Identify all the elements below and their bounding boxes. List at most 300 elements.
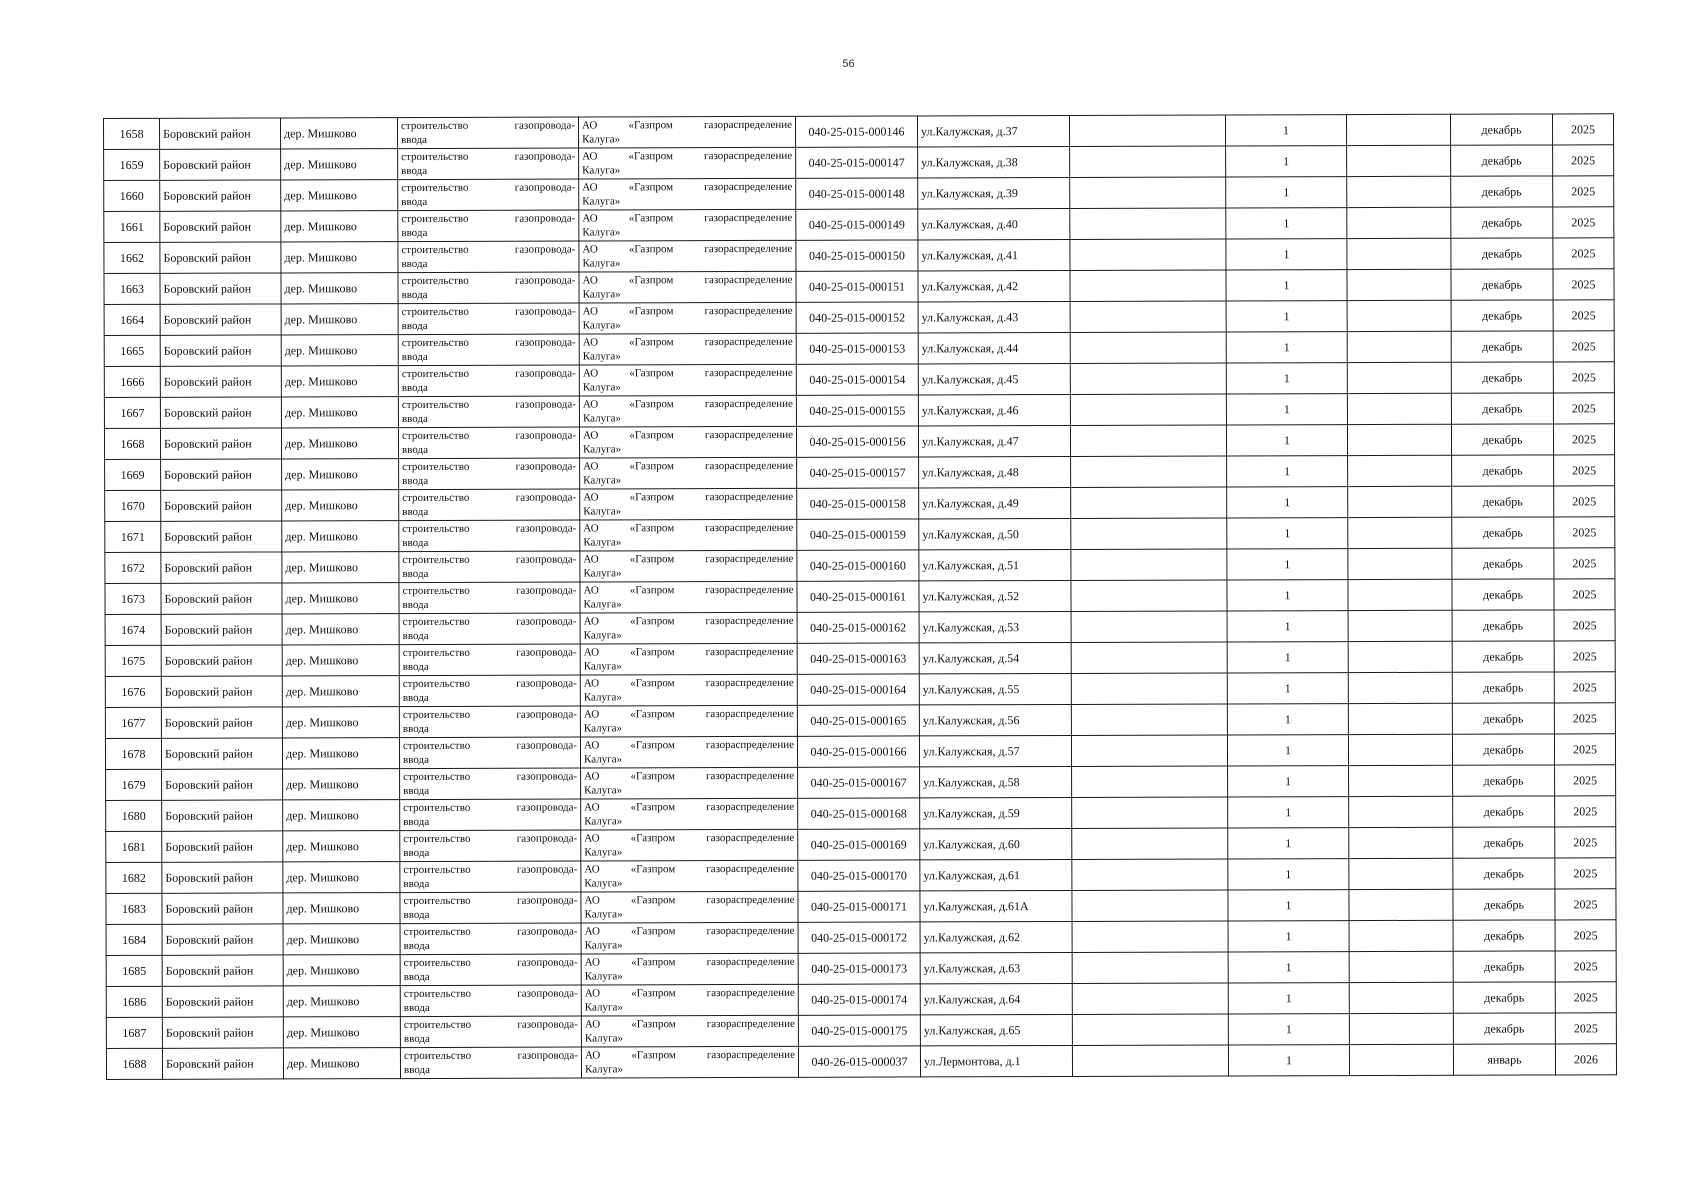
district: Боровский район — [160, 366, 281, 397]
work-line-3: ввода — [401, 319, 428, 333]
work-line-1: строительство — [403, 832, 471, 846]
org-line-3: газораспределение — [705, 738, 794, 752]
org-line-2: «Газпром — [630, 925, 676, 938]
district: Боровский район — [161, 614, 282, 645]
work-type — [399, 706, 580, 738]
quantity: 1 — [1227, 580, 1348, 611]
work-type — [399, 520, 580, 552]
empty-cell — [1070, 425, 1226, 456]
work-line-2: газопровода- — [516, 739, 577, 752]
table-row — [106, 765, 1616, 801]
org-line-3: газораспределение — [706, 1017, 795, 1031]
object-code: 040-25-015-000159 — [797, 519, 919, 550]
work-line-1: строительство — [402, 739, 471, 753]
row-number: 1663 — [104, 273, 160, 304]
work-line-3: ввода — [401, 412, 428, 426]
address: ул.Калужская, д.44 — [918, 332, 1070, 363]
row-number: 1681 — [106, 831, 162, 862]
month: декабрь — [1452, 641, 1554, 672]
work-type — [398, 241, 579, 273]
work-line-3: ввода — [403, 1001, 430, 1015]
organization — [579, 209, 796, 241]
row-number: 1682 — [106, 862, 162, 893]
org-line-3: газораспределение — [706, 1048, 795, 1062]
org-line-2: «Газпром — [629, 584, 675, 597]
org-line-1: АО — [582, 274, 598, 287]
village: дер. Мишково — [281, 180, 398, 211]
table-row — [106, 796, 1616, 832]
month: декабрь — [1453, 827, 1555, 858]
object-code: 040-25-015-000166 — [797, 736, 919, 767]
object-code: 040-25-015-000157 — [797, 457, 919, 488]
quantity: 1 — [1227, 487, 1348, 518]
year: 2025 — [1553, 176, 1614, 207]
row-number: 1678 — [105, 738, 161, 769]
empty-cell — [1070, 208, 1226, 239]
org-line-1: АО — [584, 801, 600, 814]
empty-cell — [1070, 394, 1226, 425]
object-code: 040-25-015-000151 — [796, 271, 918, 302]
empty-cell — [1348, 579, 1452, 610]
village: дер. Мишково — [282, 521, 399, 552]
table-row — [104, 145, 1614, 181]
year: 2025 — [1554, 486, 1615, 517]
work-type — [400, 1016, 581, 1048]
organization — [579, 395, 796, 427]
village: дер. Мишково — [282, 552, 399, 583]
table-row — [106, 982, 1616, 1018]
month: декабрь — [1453, 920, 1555, 951]
address: ул.Калужская, д.55 — [919, 673, 1071, 704]
org-line-3: газораспределение — [704, 335, 793, 349]
quantity: 1 — [1228, 890, 1349, 921]
month: декабрь — [1450, 114, 1552, 145]
org-line-4: Калуга» — [583, 691, 622, 704]
month: декабрь — [1453, 796, 1555, 827]
row-number: 1679 — [106, 769, 162, 800]
work-line-1: строительство — [402, 491, 470, 505]
org-line-2: «Газпром — [630, 801, 676, 814]
work-line-1: строительство — [403, 1018, 472, 1032]
object-code: 040-25-015-000171 — [798, 891, 920, 922]
empty-cell — [1348, 548, 1452, 579]
work-line-3: ввода — [401, 195, 428, 209]
address: ул.Калужская, д.37 — [917, 115, 1069, 146]
work-type — [398, 334, 579, 366]
organization — [579, 333, 796, 365]
year: 2025 — [1555, 951, 1616, 982]
org-line-4: Калуга» — [584, 784, 623, 797]
org-line-1: АО — [584, 925, 600, 938]
work-line-3: ввода — [402, 443, 429, 457]
row-number: 1660 — [104, 180, 160, 211]
work-line-3: ввода — [402, 691, 429, 705]
work-type — [400, 799, 581, 831]
village: дер. Мишково — [283, 1017, 400, 1048]
village: дер. Мишково — [283, 955, 400, 986]
year: 2025 — [1553, 331, 1614, 362]
district: Боровский район — [162, 769, 283, 800]
address: ул.Калужская, д.53 — [919, 611, 1071, 642]
village: дер. Мишково — [283, 986, 400, 1017]
org-line-1: АО — [582, 336, 599, 349]
table-row — [106, 1044, 1616, 1080]
work-type — [399, 737, 580, 769]
row-number: 1666 — [104, 366, 160, 397]
work-line-1: строительство — [401, 336, 469, 350]
village: дер. Мишково — [281, 242, 398, 273]
organization — [579, 178, 796, 210]
work-line-1: строительство — [401, 150, 469, 164]
empty-cell — [1070, 332, 1226, 363]
empty-cell — [1071, 580, 1227, 611]
object-code: 040-25-015-000165 — [797, 705, 919, 736]
empty-cell — [1349, 920, 1453, 951]
work-type — [398, 272, 579, 304]
empty-cell — [1347, 145, 1451, 176]
org-line-4: Калуга» — [584, 1001, 623, 1014]
year: 2025 — [1553, 269, 1614, 300]
empty-cell — [1071, 487, 1227, 518]
quantity: 1 — [1228, 859, 1349, 890]
org-line-3: газораспределение — [706, 831, 795, 845]
table-row — [105, 579, 1615, 615]
object-code: 040-26-015-000037 — [798, 1046, 920, 1077]
year: 2025 — [1553, 393, 1614, 424]
row-number: 1677 — [105, 707, 161, 738]
org-line-1: АО — [584, 770, 600, 783]
object-code: 040-25-015-000173 — [798, 953, 920, 984]
village: дер. Мишково — [281, 397, 398, 428]
month: декабрь — [1451, 176, 1553, 207]
row-number: 1675 — [105, 645, 161, 676]
district: Боровский район — [160, 428, 281, 459]
district: Боровский район — [161, 490, 282, 521]
address: ул.Калужская, д.51 — [919, 549, 1071, 580]
org-line-4: Калуга» — [582, 133, 621, 146]
org-line-1: АО — [584, 956, 601, 969]
object-code: 040-25-015-000169 — [798, 829, 920, 860]
quantity: 1 — [1227, 518, 1348, 549]
month: декабрь — [1452, 548, 1554, 579]
table-row — [106, 889, 1616, 925]
org-line-2: «Газпром — [629, 615, 675, 628]
org-line-2: «Газпром — [630, 646, 675, 659]
work-line-2: газопровода- — [516, 832, 578, 845]
empty-cell — [1348, 610, 1452, 641]
org-line-2: «Газпром — [631, 1018, 676, 1031]
org-line-1: АО — [583, 677, 600, 690]
month: декабрь — [1451, 207, 1553, 238]
table-row — [104, 269, 1614, 305]
quantity: 1 — [1228, 921, 1349, 952]
org-line-1: АО — [583, 491, 599, 504]
work-type — [398, 117, 579, 149]
empty-cell — [1071, 704, 1227, 735]
empty-cell — [1347, 176, 1451, 207]
registry-table — [103, 113, 1617, 1080]
work-line-2: газопровода- — [516, 615, 577, 628]
row-number: 1672 — [105, 552, 161, 583]
org-line-1: АО — [583, 553, 599, 566]
address: ул.Калужская, д.54 — [919, 642, 1071, 673]
org-line-2: «Газпром — [630, 863, 676, 876]
empty-cell — [1348, 641, 1452, 672]
work-line-3: ввода — [402, 536, 429, 550]
district: Боровский район — [162, 893, 283, 924]
org-line-1: АО — [583, 522, 599, 535]
org-line-1: АО — [584, 832, 600, 845]
year: 2025 — [1553, 424, 1614, 455]
empty-cell — [1349, 951, 1453, 982]
empty-cell — [1349, 1013, 1453, 1044]
work-line-1: строительство — [403, 987, 471, 1001]
district: Боровский район — [162, 955, 283, 986]
table-row — [104, 393, 1614, 429]
district: Боровский район — [161, 459, 282, 490]
organization — [581, 829, 798, 861]
village: дер. Мишково — [283, 924, 400, 955]
row-number: 1685 — [106, 955, 162, 986]
org-line-4: Калуга» — [582, 319, 621, 332]
work-line-2: газопровода- — [515, 491, 577, 504]
district: Боровский район — [160, 304, 281, 335]
work-line-3: ввода — [402, 660, 429, 674]
village: дер. Мишково — [282, 614, 399, 645]
address: ул.Калужская, д.64 — [920, 983, 1072, 1014]
work-line-3: ввода — [402, 567, 429, 581]
address: ул.Калужская, д.39 — [918, 177, 1070, 208]
org-line-2: «Газпром — [628, 181, 674, 194]
org-line-1: АО — [582, 119, 598, 132]
org-line-3: газораспределение — [706, 955, 795, 969]
org-line-2: «Газпром — [631, 987, 676, 1000]
year: 2025 — [1554, 641, 1615, 672]
organization — [581, 891, 798, 923]
table-row — [105, 455, 1615, 491]
object-code: 040-25-015-000164 — [797, 674, 919, 705]
row-number: 1664 — [104, 304, 160, 335]
quantity: 1 — [1227, 611, 1348, 642]
org-line-1: АО — [582, 398, 599, 411]
org-line-3: газораспределение — [705, 614, 794, 628]
org-line-4: Калуга» — [582, 350, 621, 363]
org-line-3: газораспределение — [704, 428, 794, 442]
empty-cell — [1348, 486, 1452, 517]
org-line-4: Калуга» — [583, 536, 622, 549]
year: 2025 — [1555, 827, 1616, 858]
org-line-3: газораспределение — [704, 304, 793, 318]
work-line-1: строительство — [403, 1049, 472, 1063]
org-line-4: Калуга» — [584, 815, 623, 828]
address: ул.Калужская, д.57 — [919, 735, 1071, 766]
org-line-3: газораспределение — [705, 552, 794, 566]
org-line-3: газораспределение — [705, 490, 794, 504]
table-row — [105, 641, 1615, 677]
month: декабрь — [1451, 362, 1553, 393]
work-line-1: строительство — [401, 274, 469, 288]
work-type — [398, 396, 579, 428]
empty-cell — [1072, 859, 1228, 890]
empty-cell — [1070, 363, 1226, 394]
work-type — [400, 985, 581, 1017]
work-line-2: газопровода- — [515, 398, 576, 411]
object-code: 040-25-015-000174 — [798, 984, 920, 1015]
month: декабрь — [1452, 517, 1554, 548]
organization — [579, 271, 796, 303]
address: ул.Калужская, д.58 — [920, 766, 1072, 797]
month: декабрь — [1451, 331, 1553, 362]
empty-cell — [1347, 300, 1451, 331]
organization — [581, 767, 798, 799]
org-line-2: «Газпром — [630, 708, 675, 721]
org-line-3: газораспределение — [703, 118, 793, 132]
organization — [578, 116, 795, 148]
empty-cell — [1071, 456, 1227, 487]
table-row — [106, 858, 1616, 894]
year: 2025 — [1555, 1013, 1616, 1044]
organization — [581, 984, 798, 1016]
address: ул.Калужская, д.49 — [919, 487, 1071, 518]
work-type — [398, 365, 579, 397]
work-line-2: газопровода- — [516, 894, 578, 907]
address: ул.Калужская, д.38 — [918, 146, 1070, 177]
district: Боровский район — [160, 149, 281, 180]
org-line-2: «Газпром — [630, 770, 675, 783]
address: ул.Калужская, д.41 — [918, 239, 1070, 270]
table-row — [104, 207, 1614, 243]
empty-cell — [1071, 611, 1227, 642]
organization — [580, 736, 797, 768]
org-line-4: Калуга» — [584, 939, 623, 952]
empty-cell — [1072, 983, 1228, 1014]
empty-cell — [1349, 765, 1453, 796]
org-line-1: АО — [582, 305, 598, 318]
work-line-1: строительство — [402, 615, 470, 629]
village: дер. Мишково — [282, 583, 399, 614]
empty-cell — [1070, 270, 1226, 301]
village: дер. Мишково — [282, 738, 399, 769]
table-row — [104, 362, 1614, 398]
district: Боровский район — [162, 986, 283, 1017]
address: ул.Калужская, д.48 — [919, 456, 1071, 487]
row-number: 1667 — [104, 397, 160, 428]
empty-cell — [1070, 301, 1226, 332]
district: Боровский район — [161, 645, 282, 676]
month: январь — [1453, 1044, 1555, 1075]
org-line-4: Калуга» — [583, 443, 622, 456]
object-code: 040-25-015-000148 — [796, 178, 918, 209]
empty-cell — [1072, 890, 1228, 921]
village: дер. Мишково — [283, 831, 400, 862]
empty-cell — [1070, 146, 1226, 177]
org-line-2: «Газпром — [628, 274, 674, 287]
quantity: 1 — [1228, 1045, 1349, 1076]
work-line-1: строительство — [403, 770, 471, 784]
empty-cell — [1071, 642, 1227, 673]
work-type — [399, 675, 580, 707]
object-code: 040-25-015-000153 — [796, 333, 918, 364]
org-line-4: Калуга» — [582, 288, 621, 301]
month: декабрь — [1452, 672, 1554, 703]
work-type — [400, 1047, 581, 1079]
village: дер. Мишково — [282, 459, 399, 490]
month: декабрь — [1451, 393, 1553, 424]
work-line-1: строительство — [401, 398, 470, 412]
quantity: 1 — [1226, 425, 1347, 456]
work-type — [399, 458, 580, 490]
address: ул.Калужская, д.59 — [920, 797, 1072, 828]
empty-cell — [1348, 703, 1452, 734]
quantity: 1 — [1226, 146, 1347, 177]
empty-cell — [1347, 424, 1451, 455]
org-line-3: газораспределение — [704, 242, 793, 256]
org-line-2: «Газпром — [628, 243, 674, 256]
table-row — [104, 114, 1614, 150]
address: ул.Калужская, д.52 — [919, 580, 1071, 611]
work-line-2: газопровода- — [516, 646, 577, 659]
organization — [580, 519, 797, 551]
district: Боровский район — [161, 583, 282, 614]
org-line-3: газораспределение — [706, 862, 795, 876]
year: 2025 — [1555, 982, 1616, 1013]
work-type — [398, 303, 579, 335]
work-line-2: газопровода- — [514, 181, 576, 194]
quantity: 1 — [1227, 456, 1348, 487]
year: 2025 — [1554, 672, 1615, 703]
org-line-1: АО — [582, 150, 598, 163]
organization — [581, 860, 798, 892]
table-row — [105, 548, 1615, 584]
org-line-2: «Газпром — [630, 677, 675, 690]
work-line-2: газопровода- — [517, 987, 578, 1000]
work-line-2: газопровода- — [514, 212, 576, 225]
month: декабрь — [1452, 734, 1554, 765]
quantity: 1 — [1227, 704, 1348, 735]
org-line-1: АО — [583, 460, 599, 473]
work-line-1: строительство — [402, 677, 471, 691]
year: 2025 — [1555, 920, 1616, 951]
work-line-2: газопровода- — [515, 336, 576, 349]
work-line-1: строительство — [401, 212, 469, 226]
year: 2025 — [1553, 238, 1614, 269]
object-code: 040-25-015-000158 — [797, 488, 919, 519]
village: дер. Мишково — [281, 118, 398, 149]
org-line-4: Калуга» — [582, 195, 621, 208]
org-line-3: газораспределение — [706, 800, 795, 814]
organization — [580, 457, 797, 489]
year: 2025 — [1552, 114, 1613, 145]
work-line-3: ввода — [402, 598, 429, 612]
org-line-4: Калуга» — [582, 412, 622, 425]
year: 2026 — [1555, 1044, 1616, 1075]
organization — [580, 643, 797, 675]
month: декабрь — [1451, 145, 1553, 176]
organization — [581, 798, 798, 830]
org-line-3: газораспределение — [704, 211, 793, 225]
table-row — [105, 610, 1615, 646]
work-line-1: строительство — [403, 956, 471, 970]
month: декабрь — [1453, 765, 1555, 796]
month: декабрь — [1452, 579, 1554, 610]
table-row — [104, 238, 1614, 274]
org-line-1: АО — [584, 863, 600, 876]
table-row — [105, 734, 1615, 770]
year: 2025 — [1555, 796, 1616, 827]
work-type — [400, 892, 581, 924]
quantity: 1 — [1227, 642, 1348, 673]
district: Боровский район — [162, 800, 283, 831]
